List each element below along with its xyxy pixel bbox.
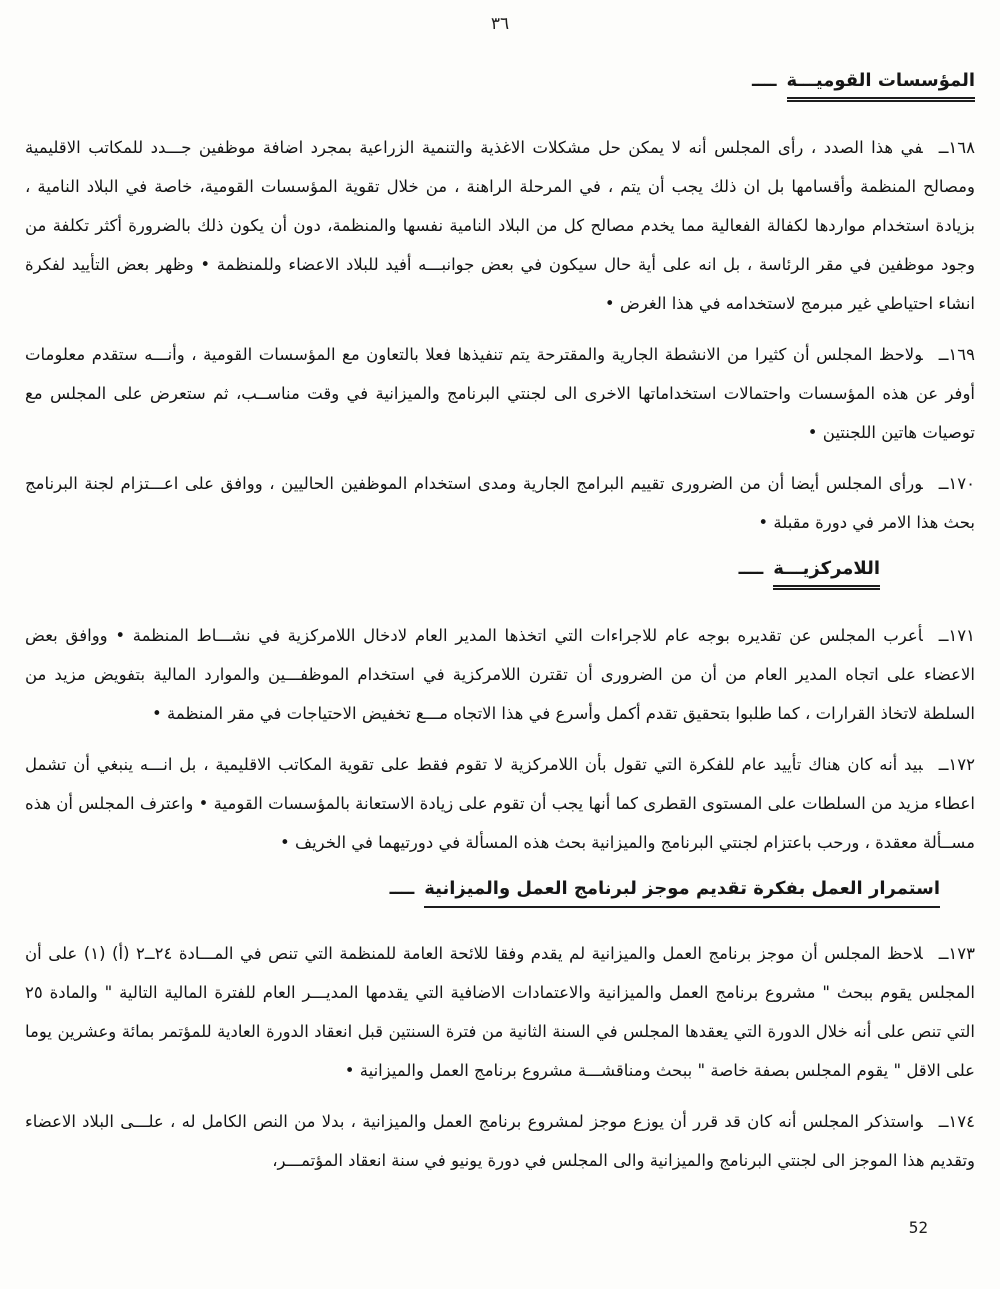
paragraph-169 [25,335,975,452]
section-heading-title: استمرار العمل بفكرة تقديم موجز لبرنامج العمل والميزانية [424,876,940,907]
paragraph-text: بيد أنه كان هناك تأييد عام للفكرة التي تقول بأن اللامركزية لا تقوم فقط على تقوية المكاتب الاقليمية ، بل انـــه ينبغي أن تشمل اعطاء مزيد من السلطات على المستوى القطرى كما أنها يجب أن تقوم على زيادة الاستعانة بالمؤسسات القومية • واعترف المجلس أن هذه مســألة معقدة ، ورحب باعتزام لجنتي البرنامج والميزانية بحث هذه المسألة في دورتيهما في الخريف • [25,755,975,853]
page-number-top: ٣٦ [490,14,510,34]
heading-dash: ــــ [389,878,415,900]
paragraph-number: ١٧٢ــ [938,755,975,775]
paragraph-number: ١٧٤ــ [938,1111,975,1131]
page-number-bottom: 52 [908,1218,928,1237]
paragraph-number: ١٦٨ــ [938,138,975,158]
section-heading-work-programme-summary [25,876,940,907]
paragraph-text: ولاحظ المجلس أن كثيرا من الانشطة الجارية والمقترحة يتم تنفيذها فعلا بالتعاون مع المؤسسات القومية ، وأنـــه ستقدم معلومات أوفر عن هذه المؤسسات واحتمالات استخداماتها الاخرى الى لجنتي البرنامج والميزانية في وقت مناســب، ثم ستعرض على المجلس مع توصيات هاتين اللجنتين • [25,345,975,443]
paragraph-text: لاحظ المجلس أن موجز برنامج العمل والميزانية لم يقدم وفقا للائحة العامة للمنظمة التي تنص في المـــادة ٢٤ــ٢ (أ) (١) على أن المجلس يقوم ببحث " مشروع برنامج العمل والميزانية والاعتمادات الاضافية التي يقدمها المديـــر العام للفترة المالية التالية " والمادة ٢٥ التي تنص على أنه خلال الدورة التي يعقدها المجلس في السنة الثانية من فترة السنتين قبل انعقاد الدورة العادية للمؤتمر بمائة وعشرين يوما على الاقل " يقوم المجلس بصفة خاصة " ببحث ومناقشـــة مشروع برنامج العمل والميزانية • [25,943,975,1080]
paragraph-number: ١٧٠ــ [938,474,975,494]
paragraph-number: ١٧٣ــ [938,943,975,963]
section-heading-national-institutions [25,68,975,102]
paragraph-173 [25,934,975,1090]
paragraph-170 [25,464,975,542]
section-heading-title: اللامركزيـــة [773,556,880,590]
paragraph-168 [25,128,975,323]
paragraph-172 [25,745,975,862]
paragraph-text: في هذا الصدد ، رأى المجلس أنه لا يمكن حل مشكلات الاغذية والتنمية الزراعية بمجرد اضافة موظفين جـــدد للمكاتب الاقليمية ومصالح المنظمة وأقسامها بل ان ذلك يجب أن يتم ، في المرحلة الراهنة ، من خلال تقوية المؤسسات القومية، خاصة في البلاد النامية ، بزيادة استخدام مواردها لكفالة الفعالية مما يخدم مصالح كل من البلاد النامية نفسها والمنظمة، دون أن يكون ذلك بالضرورة أكثر تكلفة من وجود موظفين في مقر الرئاسة ، بل انه على أية حال سيكون في بعض جوانبـــه أفيد للبلاد الاعضاء وللمنظمة • وظهر بعض التأييد لفكرة انشاء احتياطي غير مبرمج لاستخدامه في هذا الغرض • [25,138,975,314]
paragraph-text: واستذكر المجلس أنه كان قد قرر أن يوزع موجز لمشروع برنامج العمل والميزانية ، بدلا من النص الكامل له ، علـــى البلاد الاعضاء وتقديم هذا الموجز الى لجنتي البرنامج والميزانية والى المجلس في دورة يونيو في سنة انعقاد المؤتمـــر، [25,1111,975,1170]
paragraph-number: ١٦٩ــ [938,345,975,365]
section-heading-decentralization [25,556,880,590]
heading-dash: ــــ [751,70,777,91]
paragraph-174 [25,1102,975,1180]
heading-dash: ــــ [738,558,764,580]
paragraph-text: ورأى المجلس أيضا أن من الضرورى تقييم البرامج الجارية ومدى استخدام الموظفين الحاليين ، ووافق على اعـــتزام لجنة البرنامج بحث هذا الامر في دورة مقبلة • [25,474,975,533]
paragraph-text: أعرب المجلس عن تقديره بوجه عام للاجراءات التي اتخذها المدير العام لادخال اللامركزية في نشـــاط المنظمة • ووافق بعض الاعضاء على اتجاه المدير العام من أن من الضرورى أن تقترن اللامركزية في استخدام الموظفـــين والموارد المالية بتفويض مزيد من السلطة لاتخاذ القرارات ، كما طلبوا بتحقيق تقدم أكمل وأسرع في هذا الاتجاه مـــع تخفيض الاحتياجات في مقر المنظمة • [25,626,975,724]
section-heading-title: المؤسسات القوميـــة [787,68,975,102]
paragraph-number: ١٧١ــ [938,626,975,646]
paragraph-171 [25,616,975,733]
